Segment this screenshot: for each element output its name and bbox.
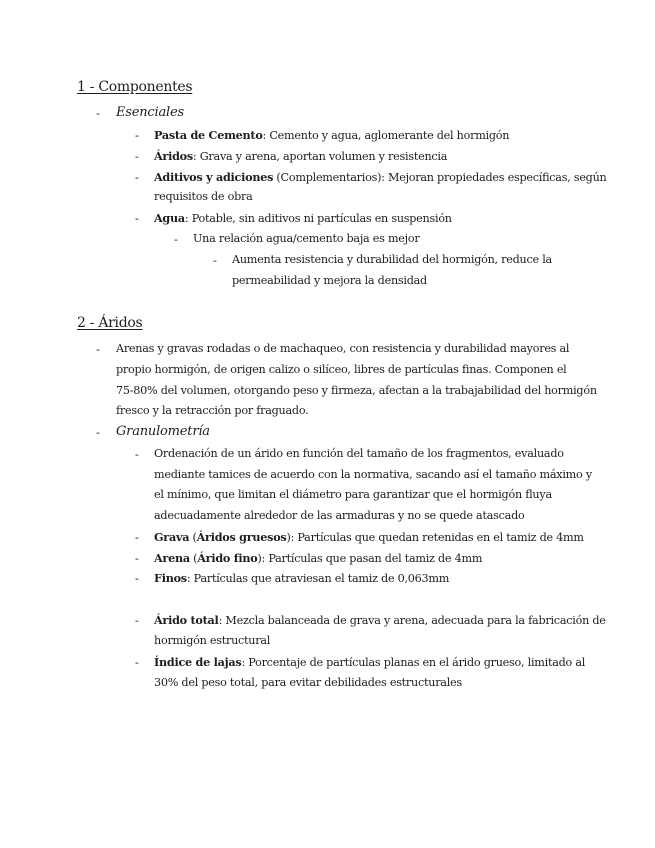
list-item-aditivos-cont: requisitos de obra xyxy=(154,190,253,203)
list-item-grava: Grava (Áridos gruesos): Partículas que quedan retenidas en el tamiz de 4mm xyxy=(154,530,584,544)
bullet-dash: - xyxy=(135,447,139,461)
list-item-aridos: Áridos: Grava y arena, aportan volumen y resistencia xyxy=(154,149,448,163)
bullet-dash: - xyxy=(135,571,139,585)
aridos-intro-line2: propio hormigón, de origen calizo o silíceo, libres de partículas finas. Componen el xyxy=(116,363,567,376)
list-item-arido-total-cont: hormigón estructural xyxy=(154,634,271,647)
list-item-agua: Agua: Potable, sin aditivos ni partículas en suspensión xyxy=(154,211,452,225)
agua-sub-item: Una relación agua/cemento baja es mejor xyxy=(193,232,420,245)
aridos-intro-line4: fresco y la retracción por fraguado. xyxy=(116,404,309,417)
section-1-heading: 1 - Componentes xyxy=(77,79,193,95)
list-item-indice-lajas-cont: 30% del peso total, para evitar debilidades estructurales xyxy=(154,676,462,689)
bullet-dash: - xyxy=(96,342,100,356)
bullet-dash: - xyxy=(135,551,139,565)
agua-subsub-line1: Aumenta resistencia y durabilidad del hormigón, reduce la xyxy=(232,253,552,266)
bullet-dash: - xyxy=(135,530,139,544)
list-item-arena: Arena (Árido fino): Partículas que pasan del tamiz de 4mm xyxy=(154,551,483,565)
aridos-intro-line1: Arenas y gravas rodadas o de machaqueo, con resistencia y durabilidad mayores al xyxy=(116,342,570,355)
agua-subsub-line2: permeabilidad y mejora la densidad xyxy=(232,274,427,287)
bullet-dash: - xyxy=(96,106,100,120)
aridos-intro-line3: 75-80% del volumen, otorgando peso y firmeza, afectan a la trabajabilidad del hormigón xyxy=(116,384,597,397)
bullet-dash: - xyxy=(213,253,217,267)
bullet-dash: - xyxy=(96,425,100,439)
list-item-finos: Finos: Partículas que atraviesan el tamiz de 0,063mm xyxy=(154,571,450,585)
bullet-dash: - xyxy=(135,655,139,669)
granulometria-line2: mediante tamices de acuerdo con la normativa, sacando así el tamaño máximo y xyxy=(154,468,592,481)
granulometria-subheading: Granulometría xyxy=(116,424,210,439)
list-item-aditivos: Aditivos y adiciones (Complementarios): Mejoran propiedades específicas, según xyxy=(154,170,607,184)
section-2-heading: 2 - Áridos xyxy=(77,315,143,331)
bullet-dash: - xyxy=(135,613,139,627)
list-item-indice-lajas: Índice de lajas: Porcentaje de partículas planas en el árido grueso, limitado al xyxy=(154,655,586,669)
granulometria-line4: adecuadamente alrededor de las armaduras y no se quede atascado xyxy=(154,509,525,522)
esenciales-subheading: Esenciales xyxy=(116,105,184,120)
bullet-dash: - xyxy=(135,211,139,225)
bullet-dash: - xyxy=(174,232,178,246)
bullet-dash: - xyxy=(135,128,139,142)
bullet-dash: - xyxy=(135,149,139,163)
list-item-arido-total: Árido total: Mezcla balanceada de grava y arena, adecuada para la fabricación de xyxy=(154,613,606,627)
granulometria-line3: el mínimo, que limitan el diámetro para garantizar que el hormigón fluya xyxy=(154,488,552,501)
list-item-pasta: Pasta de Cemento: Cemento y agua, aglomerante del hormigón xyxy=(154,128,510,142)
granulometria-line1: Ordenación de un árido en función del tamaño de los fragmentos, evaluado xyxy=(154,447,564,460)
bullet-dash: - xyxy=(135,170,139,184)
